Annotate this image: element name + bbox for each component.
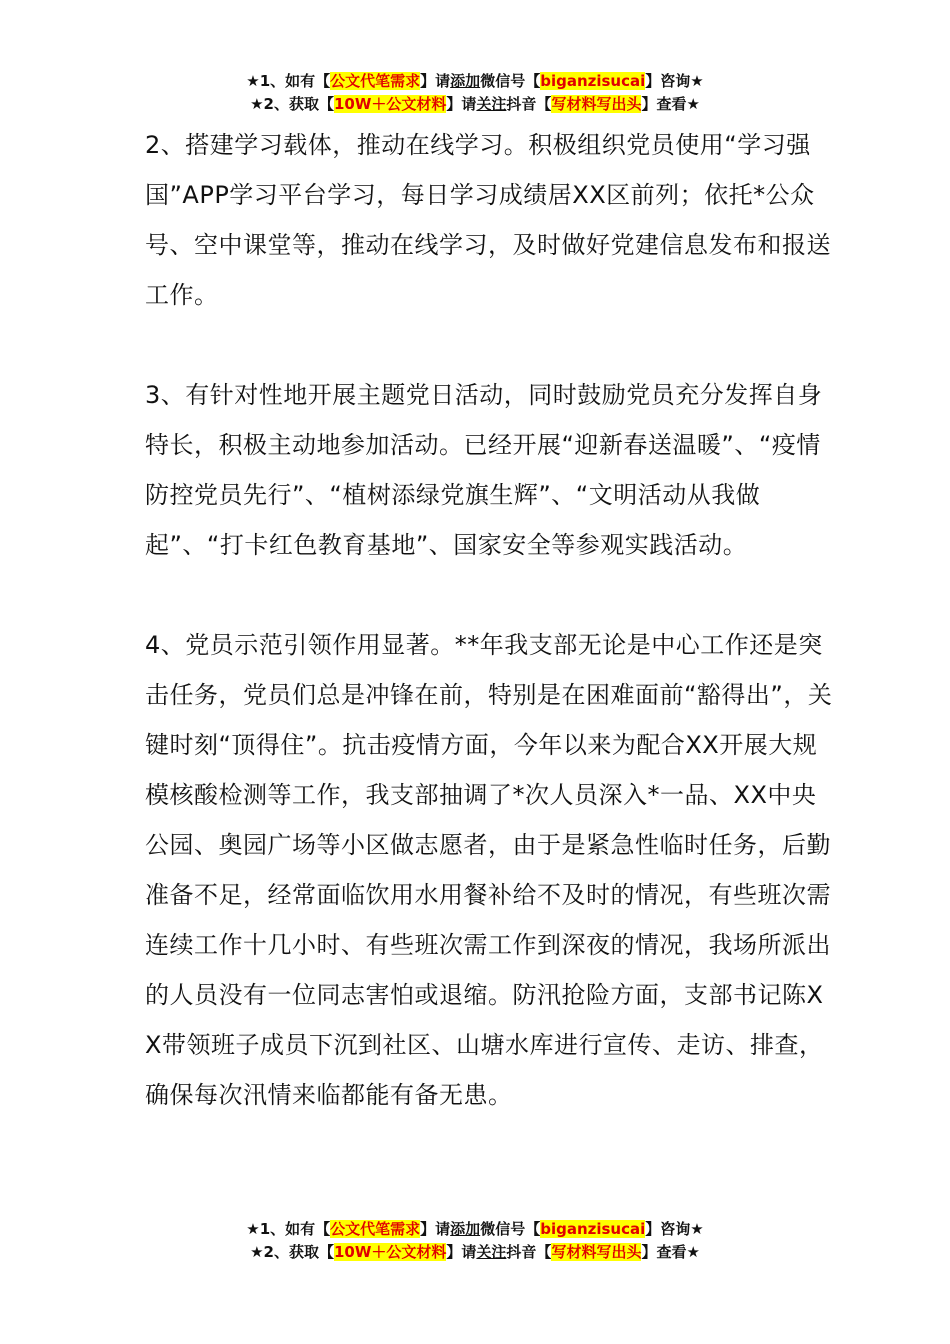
- promo-line-2: ★2、获取【10W＋公文材料】请关注抖音【写材料写出头】查看★: [250, 1243, 700, 1261]
- star-icon: ★: [250, 1243, 264, 1261]
- star-icon: ★: [686, 1243, 700, 1261]
- star-icon: ★: [690, 1220, 704, 1238]
- highlight-materials: 10W＋公文材料: [333, 1243, 447, 1261]
- promo-banner-bottom: [0, 1218, 950, 1264]
- promo-line-1: ★1、如有【公文代笔需求】请添加微信号【biganzisucai】咨询★: [246, 72, 704, 90]
- star-icon: ★: [250, 95, 264, 113]
- star-icon: ★: [246, 1220, 260, 1238]
- promo-banner-top: [0, 70, 950, 116]
- paragraph-2: 2、搭建学习载体，推动在线学习。积极组织党员使用“学习强国”APP学习平台学习，每日学习成绩居XX区前列；依托*公众号、空中课堂等，推动在线学习，及时做好党建信息发布和报送工作。: [145, 131, 831, 309]
- highlight-service: 公文代笔需求: [330, 1220, 421, 1238]
- promo-line-1: ★1、如有【公文代笔需求】请添加微信号【biganzisucai】咨询★: [246, 1220, 704, 1238]
- highlight-douyin-account: 写材料写出头: [551, 95, 642, 113]
- star-icon: ★: [246, 72, 260, 90]
- highlight-wechat-id: biganzisucai: [540, 1220, 646, 1238]
- star-icon: ★: [690, 72, 704, 90]
- highlight-wechat-id: biganzisucai: [540, 72, 646, 90]
- highlight-materials: 10W＋公文材料: [333, 95, 447, 113]
- star-icon: ★: [686, 95, 700, 113]
- promo-line-2: ★2、获取【10W＋公文材料】请关注抖音【写材料写出头】查看★: [250, 95, 700, 113]
- highlight-douyin-account: 写材料写出头: [551, 1243, 642, 1261]
- document-body: [145, 120, 835, 1120]
- paragraph-4: 4、党员示范引领作用显著。**年我支部无论是中心工作还是突击任务，党员们总是冲锋在前，特别是在困难面前“豁得出”，关键时刻“顶得住”。抗击疫情方面，今年以来为配合XX开展大规模核酸检测等工作，我支部抽调了*次人员深入*一品、XX中央公园、奥园广场等小区做志愿者，由于是紧急性临时任务，后勤准备不足，经常面临饮用水用餐补给不及时的情况，有些班次需连续工作十几小时、有些班次需工作到深夜的情况，我场所派出的人员没有一位同志害怕或退缩。防汛抢险方面，支部书记陈XX带领班子成员下沉到社区、山塘水库进行宣传、走访、排查，确保每次汛情来临都能有备无患。: [145, 631, 833, 1109]
- highlight-service: 公文代笔需求: [330, 72, 421, 90]
- paragraph-3: 3、有针对性地开展主题党日活动，同时鼓励党员充分发挥自身特长，积极主动地参加活动。已经开展“迎新春送温暖”、“疫情防控党员先行”、“植树添绿党旗生辉”、“文明活动从我做起”、“打卡红色教育基地”、国家安全等参观实践活动。: [145, 381, 823, 559]
